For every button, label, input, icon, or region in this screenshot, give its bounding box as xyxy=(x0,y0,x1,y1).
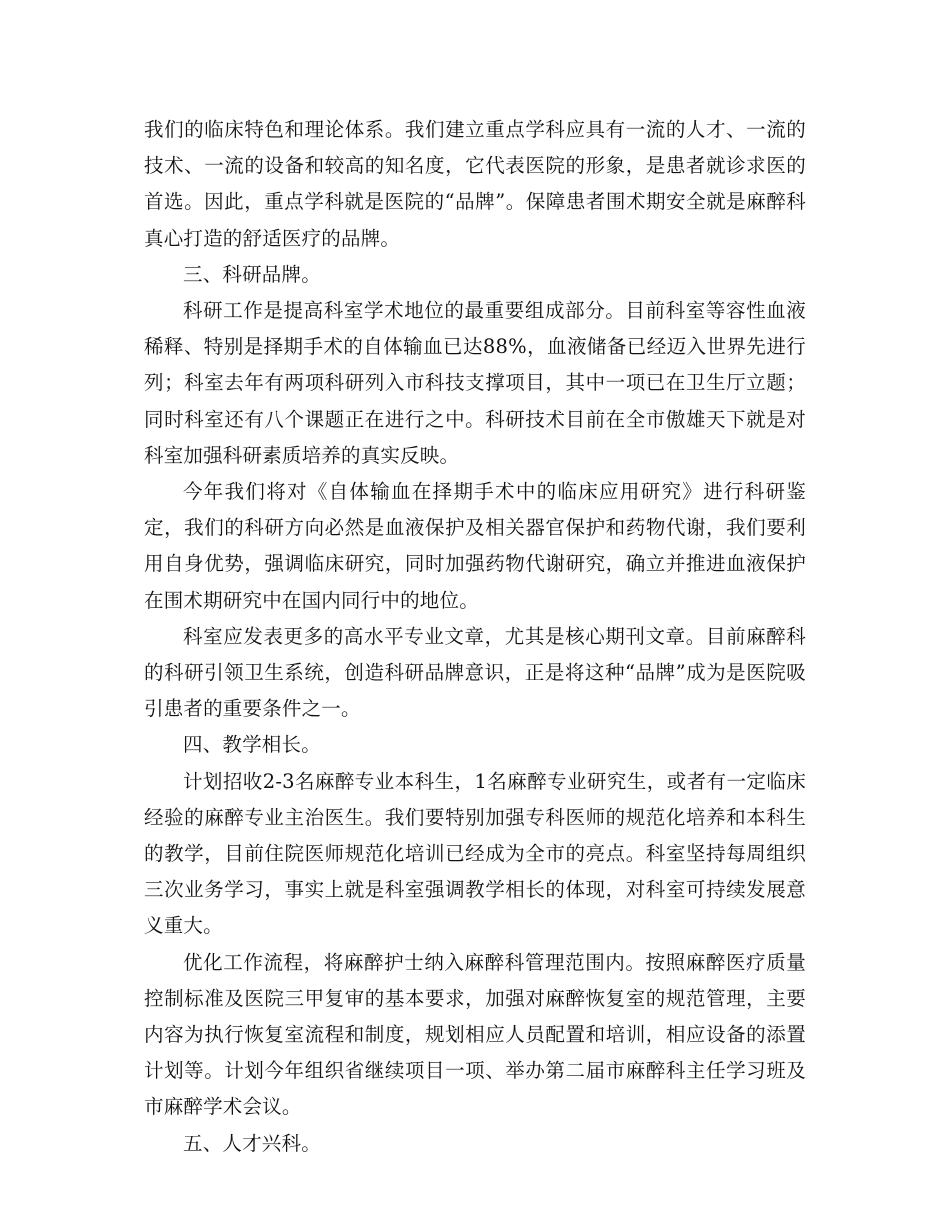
section-heading-teaching: 四、教学相长。 xyxy=(183,733,321,757)
paragraph-research-work: 科研工作是提高科室学术地位的最重要组成部分。目前科室等容性血液稀释、特别是择期手术的自体输血已达88%，血液储备已经迈入世界先进行列；科室去年有两项科研列入市科技支撑项目，其中一项已在卫生厅立题；同时科室还有八个课题正在进行之中。科研技术目前在全市傲雄天下就是对科室加强科研素质培养的真实反映。 xyxy=(144,299,806,467)
section-heading-research-brand: 三、科研品牌。 xyxy=(183,262,321,286)
paragraph-continuation: 我们的临床特色和理论体系。我们建立重点学科应具有一流的人才、一流的技术、一流的设备和较高的知名度，它代表医院的形象，是患者就诊求医的首选。因此，重点学科就是医院的“品牌”。保障患者围术期安全就是麻醉科真心打造的舒适医疗的品牌。 xyxy=(144,118,806,250)
section-heading-talent: 五、人才兴科。 xyxy=(183,1131,321,1155)
paragraph-publications: 科室应发表更多的高水平专业文章，尤其是核心期刊文章。目前麻醉科的科研引领卫生系统，创造科研品牌意识，正是将这种“品牌”成为是医院吸引患者的重要条件之一。 xyxy=(144,624,806,721)
paragraph-workflow: 优化工作流程，将麻醉护士纳入麻醉科管理范围内。按照麻醉医疗质量控制标准及医院三甲复审的基本要求，加强对麻醉恢复室的规范管理，主要内容为执行恢复室流程和制度，规划相应人员配置和培训，相应设备的添置计划等。计划今年组织省继续项目一项、举办第二届市麻醉科主任学习班及市麻醉学术会议。 xyxy=(144,950,806,1119)
paragraph-research-plan: 今年我们将对《自体输血在择期手术中的临床应用研究》进行科研鉴定，我们的科研方向必然是血液保护及相关器官保护和药物代谢，我们要利用自身优势，强调临床研究，同时加强药物代谢研究，确立并推进血液保护在围术期研究中在国内同行中的地位。 xyxy=(144,480,806,612)
document-body xyxy=(144,112,806,1162)
paragraph-recruitment: 计划招收2-3名麻醉专业本科生，1名麻醉专业研究生，或者有一定临床经验的麻醉专业主治医生。我们要特别加强专科医师的规范化培养和本科生的教学，目前住院医师规范化培训已经成为全市的亮点。科室坚持每周组织三次业务学习，事实上就是科室强调教学相长的体现，对科室可持续发展意义重大。 xyxy=(144,769,806,938)
